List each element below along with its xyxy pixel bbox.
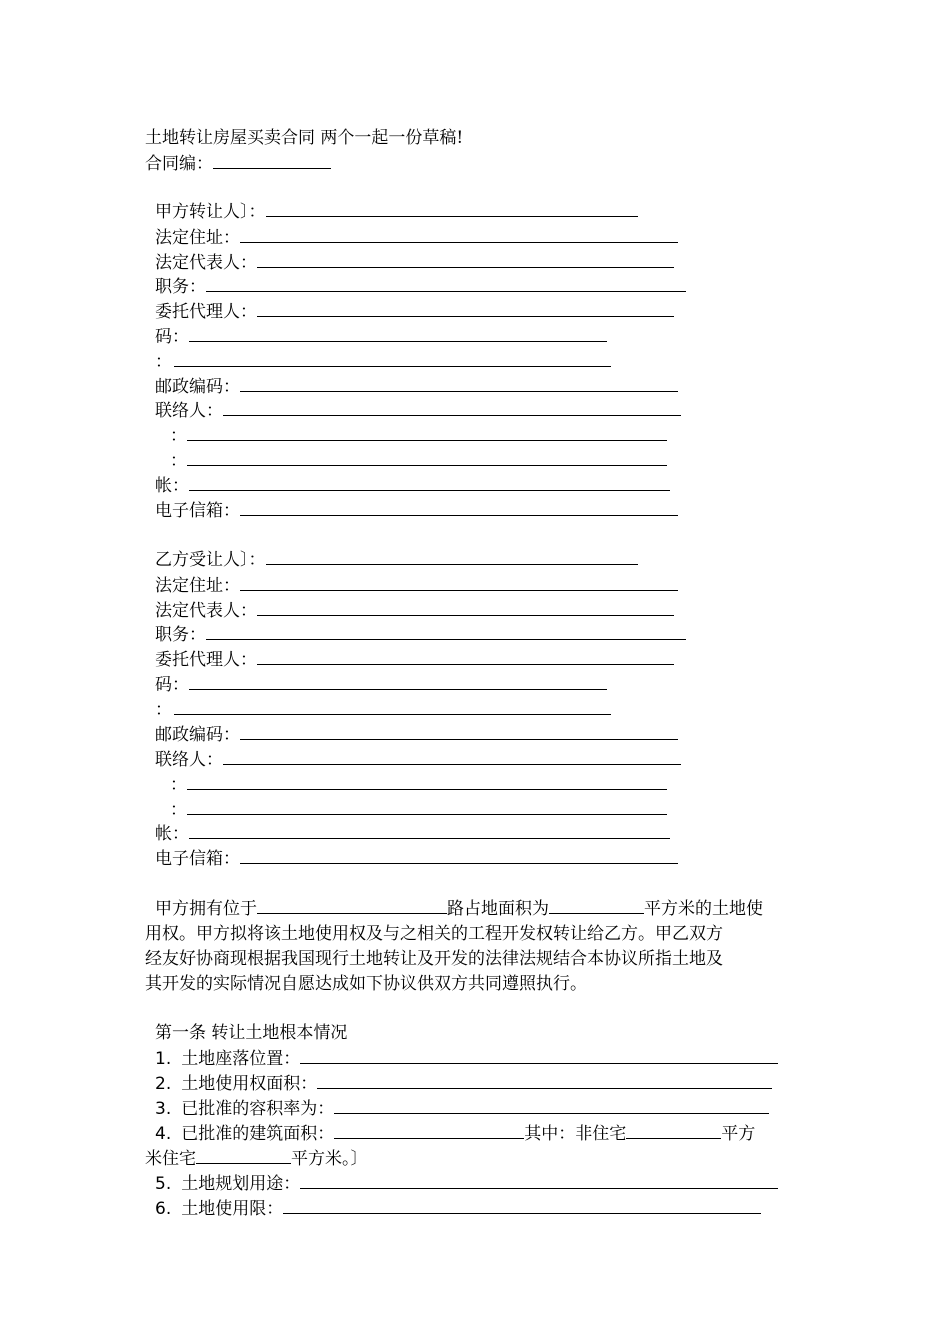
field-blank <box>300 1046 778 1064</box>
field-blank <box>223 747 681 765</box>
party-b-heading: 乙方受让人〕： <box>155 547 638 571</box>
party-a-rep-row: 法定代表人： <box>155 250 674 274</box>
intro-line-4: 其开发的实际情况自愿达成如下协议供双方共同遵照执行。 <box>145 974 587 994</box>
party-b-code-row: 码： <box>155 672 607 696</box>
party-a-title-row: 职务： <box>155 274 686 298</box>
article-1-item-5: 5. 土地规划用途： <box>155 1171 778 1195</box>
document-title: 土地转让房屋买卖合同 两个一起一份草稿! <box>145 128 464 148</box>
field-blank <box>626 1121 721 1139</box>
field-blank <box>257 299 674 317</box>
party-b-rep-row: 法定代表人： <box>155 598 674 622</box>
field-blank <box>206 622 686 640</box>
party-a-postcode-row: 邮政编码： <box>155 374 678 398</box>
party-a-code-row: 码： <box>155 324 607 348</box>
article-1-heading: 第一条 转让土地根本情况 <box>155 1023 348 1043</box>
party-a-address-row: 法定住址： <box>155 225 678 249</box>
party-a-heading: 甲方转让人〕： <box>155 199 638 223</box>
party-a-email-row: 电子信箱： <box>155 498 678 522</box>
party-b-colon-row: ： <box>155 697 611 721</box>
field-blank <box>189 672 607 690</box>
field-blank <box>174 349 611 367</box>
article-1-item-2: 2. 土地使用权面积： <box>155 1071 772 1095</box>
party-b-name-blank <box>266 547 638 565</box>
party-b-title-row: 职务： <box>155 622 686 646</box>
party-a-colon-row: ： <box>155 349 611 373</box>
field-blank <box>240 722 678 740</box>
field-blank <box>196 1146 291 1164</box>
field-blank <box>187 797 667 815</box>
field-blank <box>334 1121 524 1139</box>
article-1-item-4: 4. 已批准的建筑面积： 其中：非住宅 平方 <box>155 1121 755 1145</box>
field-blank <box>174 697 611 715</box>
field-blank <box>187 423 667 441</box>
party-b-postcode-row: 邮政编码： <box>155 722 678 746</box>
field-blank <box>240 225 678 243</box>
article-1-item-3: 3. 已批准的容积率为： <box>155 1096 769 1120</box>
party-a-account-row: 帐： <box>155 473 670 497</box>
field-blank <box>189 821 670 839</box>
intro-line-1: 甲方拥有位于 路占地面积为 平方米的土地使 <box>155 896 763 922</box>
contract-number-row: 合同编： <box>145 151 331 175</box>
field-blank <box>187 448 667 466</box>
field-blank <box>189 324 607 342</box>
field-blank <box>189 473 670 491</box>
article-1-item-4-cont: 米住宅 平方米。〕 <box>145 1146 368 1170</box>
party-a-agent-row: 委托代理人： <box>155 299 674 323</box>
party-b-account-row: 帐： <box>155 821 670 845</box>
field-blank <box>257 598 674 616</box>
party-b-email-row: 电子信箱： <box>155 846 678 870</box>
party-a-colon-row-3: ： <box>170 448 667 472</box>
field-blank <box>300 1171 778 1189</box>
party-a-contact-row: 联络人： <box>155 398 681 422</box>
area-blank <box>549 896 644 914</box>
road-blank <box>257 896 447 914</box>
contract-number-blank <box>213 151 331 169</box>
intro-line-3: 经友好协商现根据我国现行土地转让及开发的法律法规结合本协议所指土地及 <box>145 949 723 969</box>
field-blank <box>240 498 678 516</box>
intro-line-2: 用权。甲方拟将该土地使用权及与之相关的工程开发权转让给乙方。甲乙双方 <box>145 924 723 944</box>
party-b-colon-row-2: ： <box>170 772 667 796</box>
party-a-name-blank <box>266 199 638 217</box>
party-a-colon-row-2: ： <box>170 423 667 447</box>
field-blank <box>206 274 686 292</box>
field-blank <box>223 398 681 416</box>
field-blank <box>257 647 674 665</box>
party-b-colon-row-3: ： <box>170 797 667 821</box>
party-b-agent-row: 委托代理人： <box>155 647 674 671</box>
field-blank <box>317 1071 772 1089</box>
field-blank <box>283 1196 761 1214</box>
field-blank <box>240 846 678 864</box>
field-blank <box>187 772 667 790</box>
party-b-contact-row: 联络人： <box>155 747 681 771</box>
party-b-address-row: 法定住址： <box>155 573 678 597</box>
field-blank <box>257 250 674 268</box>
field-blank <box>240 374 678 392</box>
field-blank <box>334 1096 769 1114</box>
article-1-item-1: 1. 土地座落位置： <box>155 1046 778 1070</box>
field-blank <box>240 573 678 591</box>
article-1-item-6: 6. 土地使用限： <box>155 1196 761 1220</box>
